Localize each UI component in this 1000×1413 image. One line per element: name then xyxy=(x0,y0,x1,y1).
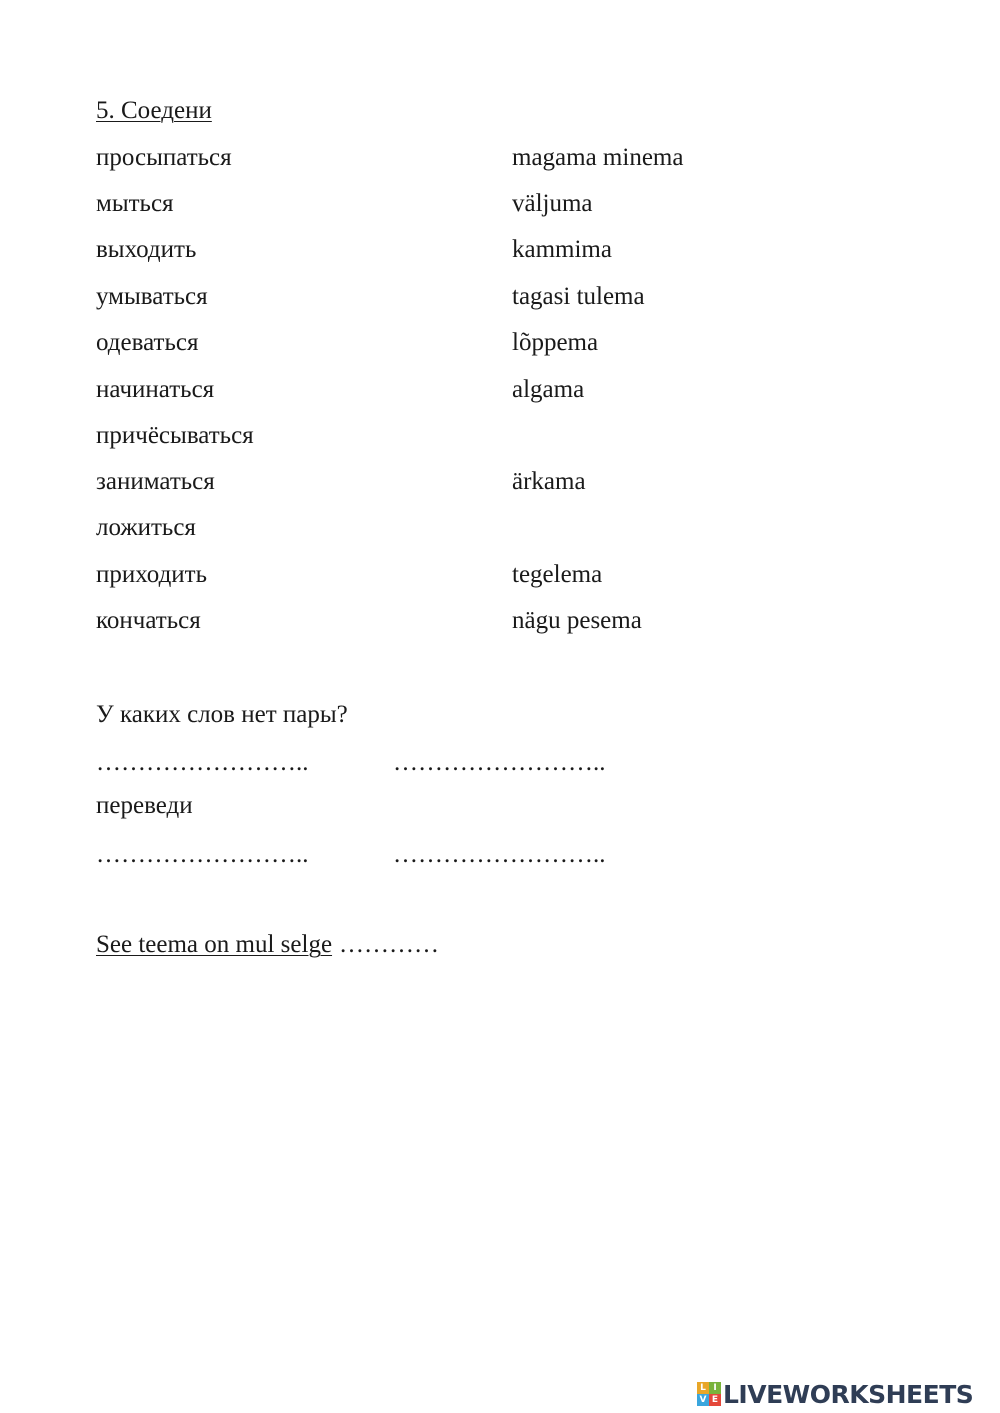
translate-label: переведи xyxy=(96,792,193,819)
right-word: nägu pesema xyxy=(512,607,642,634)
self-assessment-line xyxy=(96,930,439,960)
right-word: magama minema xyxy=(512,144,684,171)
answer-blank-1[interactable]: …………………….. xyxy=(96,749,309,776)
logo-mark-letter: V xyxy=(697,1394,709,1406)
right-word: tegelema xyxy=(512,561,603,588)
translation-blank-2[interactable]: …………………….. xyxy=(393,841,606,868)
unpaired-question: У каких слов нет пары? xyxy=(96,701,348,728)
translation-blank-1[interactable]: …………………….. xyxy=(96,841,309,868)
right-word: lõppema xyxy=(512,329,599,356)
left-word: выходить xyxy=(96,236,197,263)
left-word: просыпаться xyxy=(96,144,232,171)
liveworksheets-logo-text: LIVEWORKSHEETS xyxy=(723,1379,974,1409)
left-word: начинаться xyxy=(96,376,215,403)
right-word: algama xyxy=(512,376,585,403)
right-word: ärkama xyxy=(512,468,586,495)
liveworksheets-logo-icon xyxy=(697,1382,721,1406)
self-assessment-blank[interactable]: ………… xyxy=(339,931,440,958)
exercise-title: 5. Соедени xyxy=(96,97,212,124)
left-word: причёсываться xyxy=(96,422,254,449)
left-word: мыться xyxy=(96,190,174,217)
right-word: väljuma xyxy=(512,190,593,217)
right-word: kammima xyxy=(512,236,612,263)
self-assessment-statement: See teema on mul selge xyxy=(96,931,333,958)
logo-mark-letter: E xyxy=(709,1394,721,1406)
logo-mark-letter: L xyxy=(697,1382,709,1394)
answer-blank-2[interactable]: …………………….. xyxy=(393,749,606,776)
logo-mark-letter: I xyxy=(709,1382,721,1394)
right-word: tagasi tulema xyxy=(512,283,645,310)
liveworksheets-logo xyxy=(697,1377,973,1411)
left-word: ложиться xyxy=(96,514,196,541)
left-word: приходить xyxy=(96,561,208,588)
left-word: кончаться xyxy=(96,607,201,634)
left-word: заниматься xyxy=(96,468,215,495)
left-word: умываться xyxy=(96,283,208,310)
left-word: одеваться xyxy=(96,329,199,356)
